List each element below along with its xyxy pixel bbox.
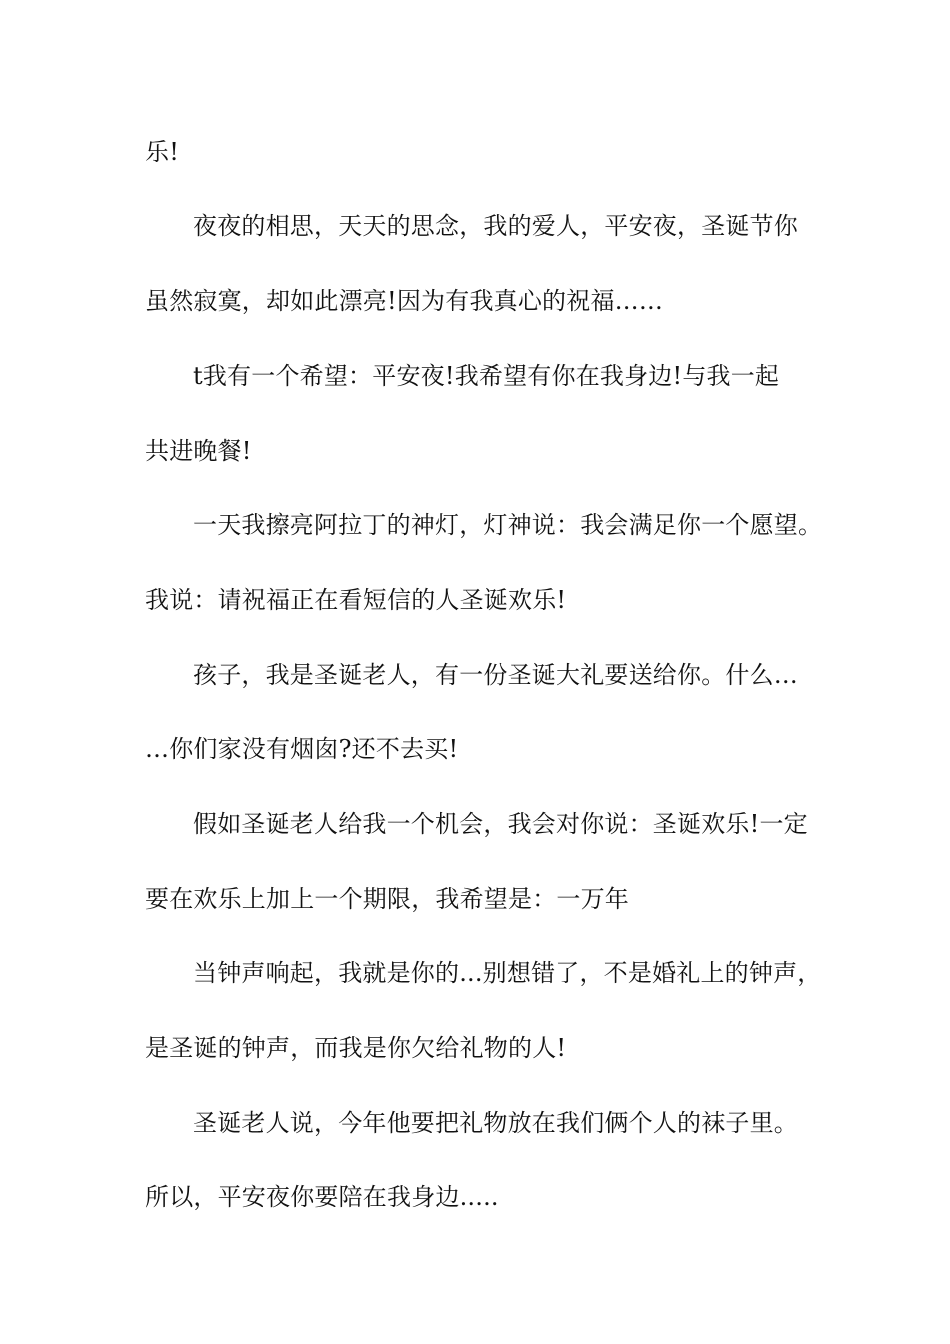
text-line: …你们家没有烟囱?还不去买! <box>145 735 459 763</box>
text-line: 要在欢乐上加上一个期限，我希望是：一万年 <box>145 885 629 913</box>
paragraph-line: 圣诞老人说，今年他要把礼物放在我们俩个人的袜子里。 <box>193 1109 798 1137</box>
text-line: 所以，平安夜你要陪在我身边..... <box>145 1183 499 1211</box>
paragraph-line: t我有一个希望：平安夜!我希望有你在我身边!与我一起 <box>193 362 780 390</box>
text-line: 我说：请祝福正在看短信的人圣诞欢乐! <box>145 586 567 614</box>
text-line: 乐! <box>145 138 180 166</box>
paragraph-line: 假如圣诞老人给我一个机会，我会对你说：圣诞欢乐!一定 <box>193 810 808 838</box>
text-line: 共进晚餐! <box>145 437 252 465</box>
paragraph-line: 一天我擦亮阿拉丁的神灯，灯神说：我会满足你一个愿望。 <box>193 511 823 539</box>
paragraph-line: 夜夜的相思，天天的思念，我的爱人，平安夜，圣诞节你 <box>193 212 798 240</box>
text-line: 虽然寂寞，却如此漂亮!因为有我真心的祝福…… <box>145 287 664 315</box>
paragraph-line: 当钟声响起，我就是你的...别想错了，不是婚礼上的钟声， <box>193 959 822 987</box>
paragraph-line: 孩子，我是圣诞老人，有一份圣诞大礼要送给你。什么… <box>193 661 798 689</box>
text-line: 是圣诞的钟声，而我是你欠给礼物的人! <box>145 1034 567 1062</box>
